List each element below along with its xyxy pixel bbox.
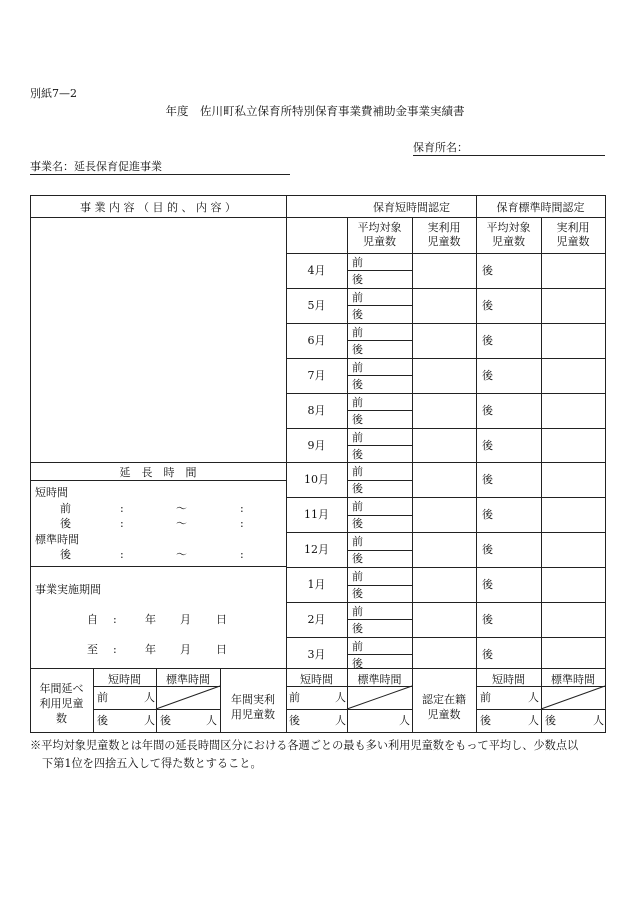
ext-standard-after-colon-1: : <box>120 548 124 561</box>
standard-after-label: 後 <box>482 543 493 556</box>
month-after-label: 後 <box>352 308 363 321</box>
month-after-label: 後 <box>352 552 363 565</box>
period-to-colon: : <box>113 643 117 656</box>
month-label: 10月 <box>304 473 329 486</box>
month-row-divider <box>286 567 605 568</box>
annual-total-label: 年間延べ 利用児童 数 <box>39 682 84 725</box>
month-short-divider <box>347 217 348 668</box>
cert-standard-after-unit: 人 <box>593 714 604 727</box>
facility-name-underline <box>413 155 605 156</box>
month-before-label: 前 <box>352 256 363 269</box>
month-row-divider <box>286 602 605 603</box>
ext-short-before-colon-1: : <box>120 502 124 515</box>
form-number: 別紙7—2 <box>30 87 77 100</box>
standard-after-label: 後 <box>482 648 493 661</box>
standard-after-label: 後 <box>482 473 493 486</box>
facility-name-label: 保育所名： <box>413 141 468 154</box>
month-half-divider <box>347 270 412 271</box>
standard-after-label: 後 <box>482 508 493 521</box>
month-after-label: 後 <box>352 657 363 670</box>
period-from-month: 月 <box>180 613 191 626</box>
real-short-after-label: 後 <box>289 714 300 727</box>
short-time-header: 保育短時間認定 <box>373 201 450 214</box>
content-column-header: 事 業 内 容 （ 目 的 、 内 容 ） <box>80 201 236 214</box>
summary-row-divider <box>476 709 605 710</box>
cert-short-after-label: 後 <box>480 714 491 727</box>
standard-time-header: 保育標準時間認定 <box>496 201 585 214</box>
cert-short-header: 短時間 <box>492 673 525 686</box>
short-actual-header: 実利用 児童数 <box>427 221 461 248</box>
cert-short-after-unit: 人 <box>528 714 539 727</box>
month-before-label: 前 <box>352 361 363 374</box>
month-before-label: 前 <box>352 326 363 339</box>
real-standard-header: 標準時間 <box>357 673 402 686</box>
month-half-divider <box>347 375 412 376</box>
standard-after-label: 後 <box>482 578 493 591</box>
month-after-label: 後 <box>352 448 363 461</box>
month-half-divider <box>347 445 412 446</box>
period-from-day: 日 <box>216 613 227 626</box>
month-half-divider <box>347 550 412 551</box>
cert-standard-header: 標準時間 <box>551 673 595 686</box>
month-half-divider <box>347 585 412 586</box>
annual-standard-after-label: 後 <box>160 714 171 727</box>
cert-standard-after-label: 後 <box>545 714 556 727</box>
standard-after-label: 後 <box>482 369 493 382</box>
month-label: 2月 <box>307 613 326 626</box>
month-label: 11月 <box>304 508 329 521</box>
period-to-label: 至 <box>87 643 98 656</box>
month-label: 8月 <box>307 404 326 417</box>
month-row-divider <box>286 462 605 463</box>
month-half-divider <box>347 340 412 341</box>
table-top-border <box>30 195 606 196</box>
month-label: 9月 <box>307 439 326 452</box>
month-before-label: 前 <box>352 640 363 653</box>
short-standard-divider <box>476 195 477 668</box>
certified-enrolled-label: 認定在籍 児童数 <box>422 693 466 721</box>
ext-short-after-tilde: 〜 <box>176 517 187 530</box>
annual-real-label: 年間実利 用児童数 <box>231 693 275 721</box>
real-standard-after-unit: 人 <box>399 714 410 727</box>
standard-after-label: 後 <box>482 334 493 347</box>
month-row-divider <box>286 532 605 533</box>
cert-short-before-unit: 人 <box>528 691 539 704</box>
standard-after-label: 後 <box>482 264 493 277</box>
project-name-label: 事業名：延長保育促進事業 <box>30 160 162 173</box>
month-label: 3月 <box>307 648 326 661</box>
month-label: 4月 <box>307 264 326 277</box>
extension-standard-label: 標準時間 <box>35 533 79 546</box>
annual-standard-after-unit: 人 <box>206 714 217 727</box>
extension-top-border <box>30 462 286 463</box>
period-from-label: 自 <box>87 613 98 626</box>
annual-short-before-label: 前 <box>97 691 108 704</box>
month-after-label: 後 <box>352 378 363 391</box>
month-after-label: 後 <box>352 482 363 495</box>
extension-time-heading: 延 長 時 間 <box>119 466 197 479</box>
standard-avg-actual-divider <box>541 217 542 668</box>
ext-short-before-tilde: 〜 <box>176 502 187 515</box>
month-before-label: 前 <box>352 500 363 513</box>
short-avg-actual-divider <box>412 217 413 668</box>
period-to-day: 日 <box>216 643 227 656</box>
ext-short-after-colon-1: : <box>120 517 124 530</box>
period-label: 事業実施期間 <box>35 583 101 596</box>
month-after-label: 後 <box>352 273 363 286</box>
real-short-before-unit: 人 <box>335 691 346 704</box>
extension-short-label: 短時間 <box>35 486 68 499</box>
footnote-line-1: ※平均対象児童数とは年間の延長時間区分における各週ごとの最も多い利用児童数をもって平均し、少数点以 <box>30 739 579 752</box>
ext-standard-after-label: 後 <box>60 548 71 561</box>
month-before-label: 前 <box>352 535 363 548</box>
project-name-underline <box>30 174 290 175</box>
summary-row-divider <box>286 709 412 710</box>
real-short-after-unit: 人 <box>335 714 346 727</box>
month-half-divider <box>347 619 412 620</box>
month-before-label: 前 <box>352 396 363 409</box>
month-row-divider <box>286 428 605 429</box>
header-divider <box>30 217 605 218</box>
month-row-divider <box>286 358 605 359</box>
month-half-divider <box>347 305 412 306</box>
month-half-divider <box>347 515 412 516</box>
real-standard-before-slash <box>347 686 412 709</box>
extension-heading-divider <box>30 480 286 481</box>
month-row-divider <box>286 393 605 394</box>
month-label: 12月 <box>304 543 329 556</box>
month-half-divider <box>347 654 412 655</box>
standard-after-label: 後 <box>482 299 493 312</box>
standard-actual-header: 実利用 児童数 <box>556 221 590 248</box>
standard-after-label: 後 <box>482 404 493 417</box>
standard-after-label: 後 <box>482 439 493 452</box>
footnote-line-2: 下第1位を四捨五入して得た数とすること。 <box>42 757 262 770</box>
ext-short-after-colon-2: : <box>240 517 244 530</box>
month-before-label: 前 <box>352 570 363 583</box>
ext-standard-after-tilde: 〜 <box>176 548 187 561</box>
annual-standard-before-slash <box>156 686 220 709</box>
annual-short-after-label: 後 <box>97 714 108 727</box>
subheader-divider <box>286 253 605 254</box>
short-avg-header: 平均対象 児童数 <box>357 221 402 248</box>
period-to-month: 月 <box>180 643 191 656</box>
period-to-year: 年 <box>145 643 156 656</box>
month-label: 7月 <box>307 369 326 382</box>
month-row-divider <box>286 323 605 324</box>
annual-standard-header: 標準時間 <box>166 673 210 686</box>
period-from-colon: : <box>113 613 117 626</box>
month-after-label: 後 <box>352 622 363 635</box>
annual-short-before-unit: 人 <box>144 691 155 704</box>
table-bottom-border <box>30 732 606 733</box>
month-label: 5月 <box>307 299 326 312</box>
month-row-divider <box>286 497 605 498</box>
month-half-divider <box>347 480 412 481</box>
month-row-divider <box>286 637 605 638</box>
month-before-label: 前 <box>352 605 363 618</box>
period-from-year: 年 <box>145 613 156 626</box>
ext-short-before-label: 前 <box>60 502 71 515</box>
real-short-header: 短時間 <box>300 673 333 686</box>
annual-short-header: 短時間 <box>108 673 141 686</box>
table-right-border <box>605 195 606 732</box>
standard-avg-header: 平均対象 児童数 <box>486 221 531 248</box>
summary-top-border <box>30 668 606 669</box>
month-half-divider <box>347 410 412 411</box>
annual-short-after-unit: 人 <box>144 714 155 727</box>
cert-short-before-label: 前 <box>480 691 491 704</box>
standard-after-label: 後 <box>482 613 493 626</box>
table-left-border <box>30 195 31 732</box>
month-before-label: 前 <box>352 291 363 304</box>
document-title: 年度 佐川町私立保育所特別保育事業費補助金事業実績書 <box>165 104 465 118</box>
real-short-before-label: 前 <box>289 691 300 704</box>
ext-short-before-colon-2: : <box>240 502 244 515</box>
ext-standard-after-colon-2: : <box>240 548 244 561</box>
period-top-border <box>30 566 286 567</box>
month-label: 6月 <box>307 334 326 347</box>
month-after-label: 後 <box>352 413 363 426</box>
ext-short-after-label: 後 <box>60 517 71 530</box>
month-before-label: 前 <box>352 431 363 444</box>
month-before-label: 前 <box>352 465 363 478</box>
month-after-label: 後 <box>352 587 363 600</box>
month-label: 1月 <box>307 578 326 591</box>
cert-standard-before-slash <box>541 686 605 709</box>
month-after-label: 後 <box>352 343 363 356</box>
month-row-divider <box>286 288 605 289</box>
month-after-label: 後 <box>352 517 363 530</box>
